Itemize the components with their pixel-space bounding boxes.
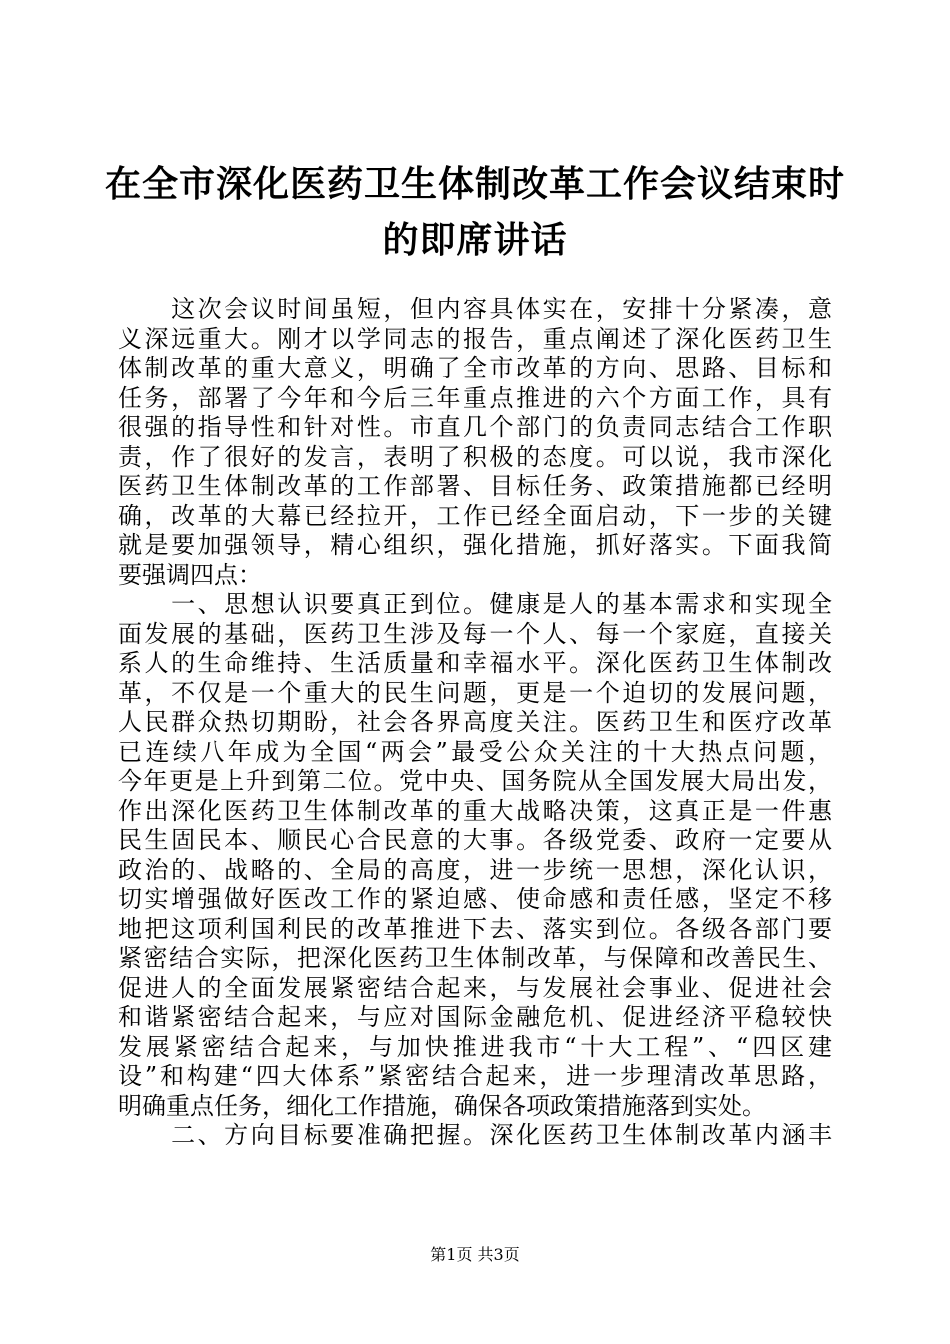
body-line: 切实增强做好医改工作的紧迫感、使命感和责任感，坚定不移 — [118, 885, 832, 913]
body-line: 二、方向目标要准确把握。深化医药卫生体制改革内涵丰 — [118, 1121, 832, 1149]
body-line: 地把这项利国利民的改革推进下去、落实到位。各级各部门要 — [118, 914, 832, 943]
document-title-line-2: 的即席讲话 — [382, 219, 568, 261]
body-line: 作出深化医药卫生体制改革的重大战略决策，这真正是一件惠 — [118, 796, 832, 825]
body-line: 今年更是上升到第二位。党中央、国务院从全国发展大局出发， — [118, 767, 832, 795]
body-line: 确，改革的大幕已经拉开，工作已经全面启动，下一步的关键 — [118, 501, 832, 530]
body-line: 要强调四点： — [118, 560, 262, 589]
body-line: 医药卫生体制改革的工作部署、目标任务、政策措施都已经明 — [118, 472, 832, 500]
body-line: 人民群众热切期盼，社会各界高度关注。医药卫生和医疗改革 — [118, 708, 832, 736]
body-line: 这次会议时间虽短，但内容具体实在，安排十分紧凑，意 — [118, 295, 832, 323]
body-line: 一、思想认识要真正到位。健康是人的基本需求和实现全 — [118, 590, 832, 618]
body-line: 系人的生命维持、生活质量和幸福水平。深化医药卫生体制改 — [118, 649, 832, 677]
body-line: 就是要加强领导，精心组织，强化措施，抓好落实。下面我简 — [118, 531, 832, 559]
body-line: 发展紧密结合起来，与加快推进我市“十大工程”、“四区建 — [118, 1032, 832, 1061]
body-line: 责，作了很好的发言，表明了积极的态度。可以说，我市深化 — [118, 442, 832, 471]
body-line: 已连续八年成为全国“两会”最受公众关注的十大热点问题， — [118, 737, 832, 766]
body-line: 紧密结合实际，把深化医药卫生体制改革，与保障和改善民生、 — [118, 944, 832, 972]
document-title-line-1: 在全市深化医药卫生体制改革工作会议结束时 — [104, 163, 845, 205]
body-line: 革，不仅是一个重大的民生问题，更是一个迫切的发展问题， — [118, 678, 832, 707]
body-line: 促进人的全面发展紧密结合起来，与发展社会事业、促进社会 — [118, 973, 832, 1002]
body-line: 明确重点任务，细化工作措施，确保各项政策措施落到实处。 — [118, 1091, 766, 1120]
document-body — [118, 295, 832, 1151]
body-line: 体制改革的重大意义，明确了全市改革的方向、思路、目标和 — [118, 354, 832, 382]
body-line: 很强的指导性和针对性。市直几个部门的负责同志结合工作职 — [118, 413, 832, 441]
body-line: 面发展的基础，医药卫生涉及每一个人、每一个家庭，直接关 — [118, 619, 832, 648]
body-line: 和谐紧密结合起来，与应对国际金融危机、促进经济平稳较快 — [118, 1003, 832, 1031]
body-line: 义深远重大。刚才以学同志的报告，重点阐述了深化医药卫生 — [118, 324, 832, 353]
body-line: 政治的、战略的、全局的高度，进一步统一思想，深化认识， — [118, 855, 832, 884]
body-line: 设”和构建“四大体系”紧密结合起来，进一步理清改革思路， — [118, 1062, 832, 1090]
body-line: 任务，部署了今年和今后三年重点推进的六个方面工作，具有 — [118, 383, 832, 412]
body-line: 民生固民本、顺民心合民意的大事。各级党委、政府一定要从 — [118, 826, 832, 854]
page-footer: 第1页 共3页 — [430, 1245, 520, 1264]
